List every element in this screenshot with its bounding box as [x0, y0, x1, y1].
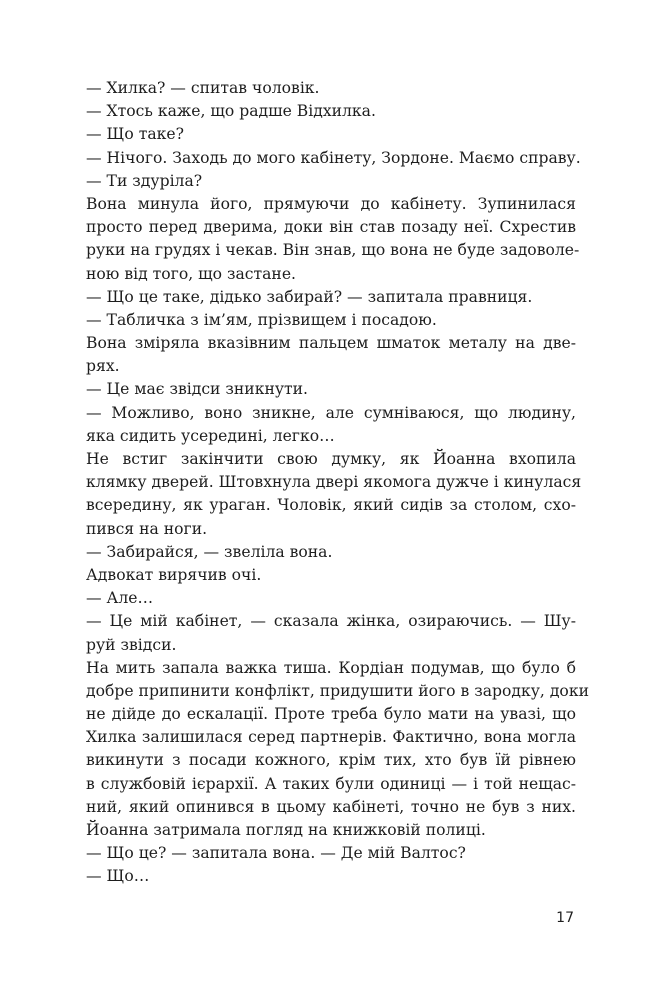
- text-line: — Нічого. Заходь до мого кабінету, Зордоне. Маємо справу.: [86, 148, 581, 167]
- text-line: Не встиг закінчити свою думку, як Йоанна вхопила: [86, 450, 576, 468]
- text-line: — Хилка? — спитав чоловік.: [86, 79, 320, 97]
- text-line: — Але…: [86, 589, 154, 608]
- text-line: яка сидить усередині, легко…: [86, 426, 335, 445]
- text-line: Вона минула його, прямуючи до кабінету. Зупинилася: [86, 194, 576, 213]
- text-line: — Що це таке, дідько забирай? — запитала правниця.: [86, 287, 533, 306]
- text-line: Йоанна затримала погляд на книжковій полиці.: [86, 821, 486, 839]
- text-line: ною від того, що застане.: [86, 264, 297, 283]
- text-line: — Табличка з ім’ям, прізвищем і посадою.: [86, 310, 437, 329]
- text-line: всередину, як ураган. Чоловік, який сидів за столом, схо-: [86, 496, 576, 515]
- text-line: — Хтось каже, що радше Відхилка.: [86, 102, 376, 121]
- text-line: — Забирайся, — звеліла вона.: [86, 542, 333, 561]
- text-line: в службовій ієрархії. А таких були одиниці — і той нещас-: [86, 774, 576, 793]
- text-line: — Це має звідси зникнути.: [86, 380, 308, 399]
- text-line: — Що таке?: [86, 125, 184, 144]
- page-text: [86, 77, 589, 889]
- text-line: руй звідси.: [86, 635, 177, 654]
- text-line: — Можливо, воно зникне, але сумніваюся, що людину,: [86, 403, 576, 422]
- text-line: викинути з посади кожного, крім тих, хто був їй рівнею: [86, 751, 576, 770]
- text-line: не дійде до ескалації. Проте треба було мати на увазі, що: [86, 705, 576, 724]
- text-line: — Що…: [86, 867, 150, 886]
- text-line: руки на грудях і чекав. Він знав, що вона не буде задоволе-: [86, 241, 580, 260]
- text-line: ний, який опинився в цьому кабінеті, точно не був з них.: [86, 797, 576, 816]
- text-line: — Ти здуріла?: [86, 171, 203, 190]
- text-line: добре припинити конфлікт, придушити його в зародку, доки: [86, 681, 589, 700]
- text-line: — Це мій кабінет, — сказала жінка, озираючись. — Шу-: [86, 612, 576, 631]
- page-number: 17: [556, 910, 574, 926]
- text-line: пився на ноги.: [86, 519, 208, 538]
- text-line: — Що це? — запитала вона. — Де мій Валтос?: [86, 844, 466, 863]
- text-line: просто перед дверима, доки він став позаду неї. Схрестив: [86, 218, 576, 237]
- text-line: Адвокат вирячив очі.: [86, 565, 262, 584]
- text-line: Вона зміряла вказівним пальцем шматок металу на две-: [86, 334, 576, 353]
- text-line: Хилка залишилася серед партнерів. Фактично, вона могла: [86, 728, 576, 747]
- text-line: рях.: [86, 357, 120, 376]
- text-line: На мить запала важка тиша. Кордіан подумав, що було б: [86, 658, 576, 677]
- text-line: клямку дверей. Штовхнула двері якомога дужче і кинулася: [86, 473, 582, 492]
